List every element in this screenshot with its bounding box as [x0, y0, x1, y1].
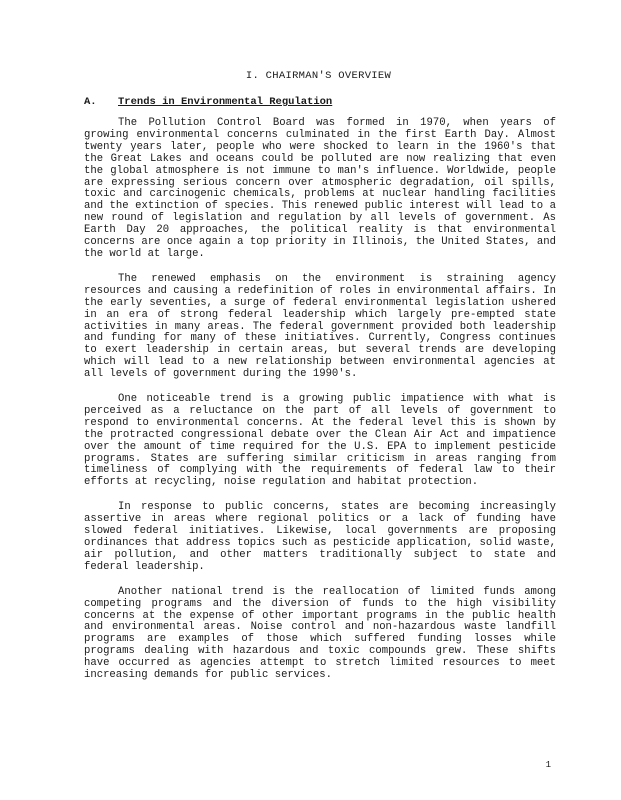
paragraph: One noticeable trend is a growing public impatience with what is perceived as a reluctance on the part of all levels of government to respond to environmental concerns. At the federal level this is shown by the protracted congressional debate over the Clean Air Act and impatience over the amount of time required for the U.S. EPA to implement pesticide programs. States are suffering similar criticism in areas ranging from timeliness of complying with the requirements of federal law to their efforts at recycling, noise regulation and habitat protection. [84, 393, 556, 489]
page-number: 1 [545, 760, 551, 770]
section-number: A. [84, 96, 97, 108]
section-heading [84, 96, 332, 108]
paragraph: The renewed emphasis on the environment is straining agency resources and causing a redefinition of roles in environmental affairs. In the early seventies, a surge of federal environmental legislation ushered in an era of strong federal leadership which largely pre-empted state activities in many areas. The federal government provided both leadership and funding for many of these initiatives. Currently, Congress continues to exert leadership in certain areas, but several trends are developing which will lead to a new relationship between environmental agencies at all levels of government during the 1990's. [84, 272, 556, 381]
body-text [84, 118, 556, 695]
paragraph: In response to public concerns, states are becoming increasingly assertive in areas where regional politics or a lack of funding have slowed federal initiatives. Likewise, local governments are proposing ordinances that address topics such as pesticide application, solid waste, air pollution, and other matters traditionally subject to state and federal leadership. [84, 501, 556, 573]
section-title: Trends in Environmental Regulation [118, 96, 333, 108]
paragraph: Another national trend is the reallocation of limited funds among competing programs and the diversion of funds to the high visibility concerns at the expense of other important programs in the public health and environmental areas. Noise control and non-hazardous waste landfill programs are examples of those which suffered funding losses while programs dealing with hazardous and toxic compounds grew. These shifts have occurred as agencies attempt to stretch limited resources to meet increasing demands for public services. [84, 585, 556, 682]
paragraph: The Pollution Control Board was formed in 1970, when years of growing environmental concerns culminated in the first Earth Day. Almost twenty years later, people who were shocked to learn in the 1960's that the Great Lakes and oceans could be polluted are now realizing that even the global atmosphere is not immune to man's influence. Worldwide, people are expressing serious concern over atmospheric degradation, oil spills, toxic and carcinogenic chemicals, problems at nuclear handling facilities and the extinction of species. This renewed public interest will lead to a new round of legislation and regulation by all levels of government. As Earth Day 20 approaches, the political reality is that environmental concerns are once again a top priority in Illinois, the United States, and the world at large. [84, 117, 556, 260]
chapter-title: I. CHAIRMAN'S OVERVIEW [245, 70, 392, 82]
